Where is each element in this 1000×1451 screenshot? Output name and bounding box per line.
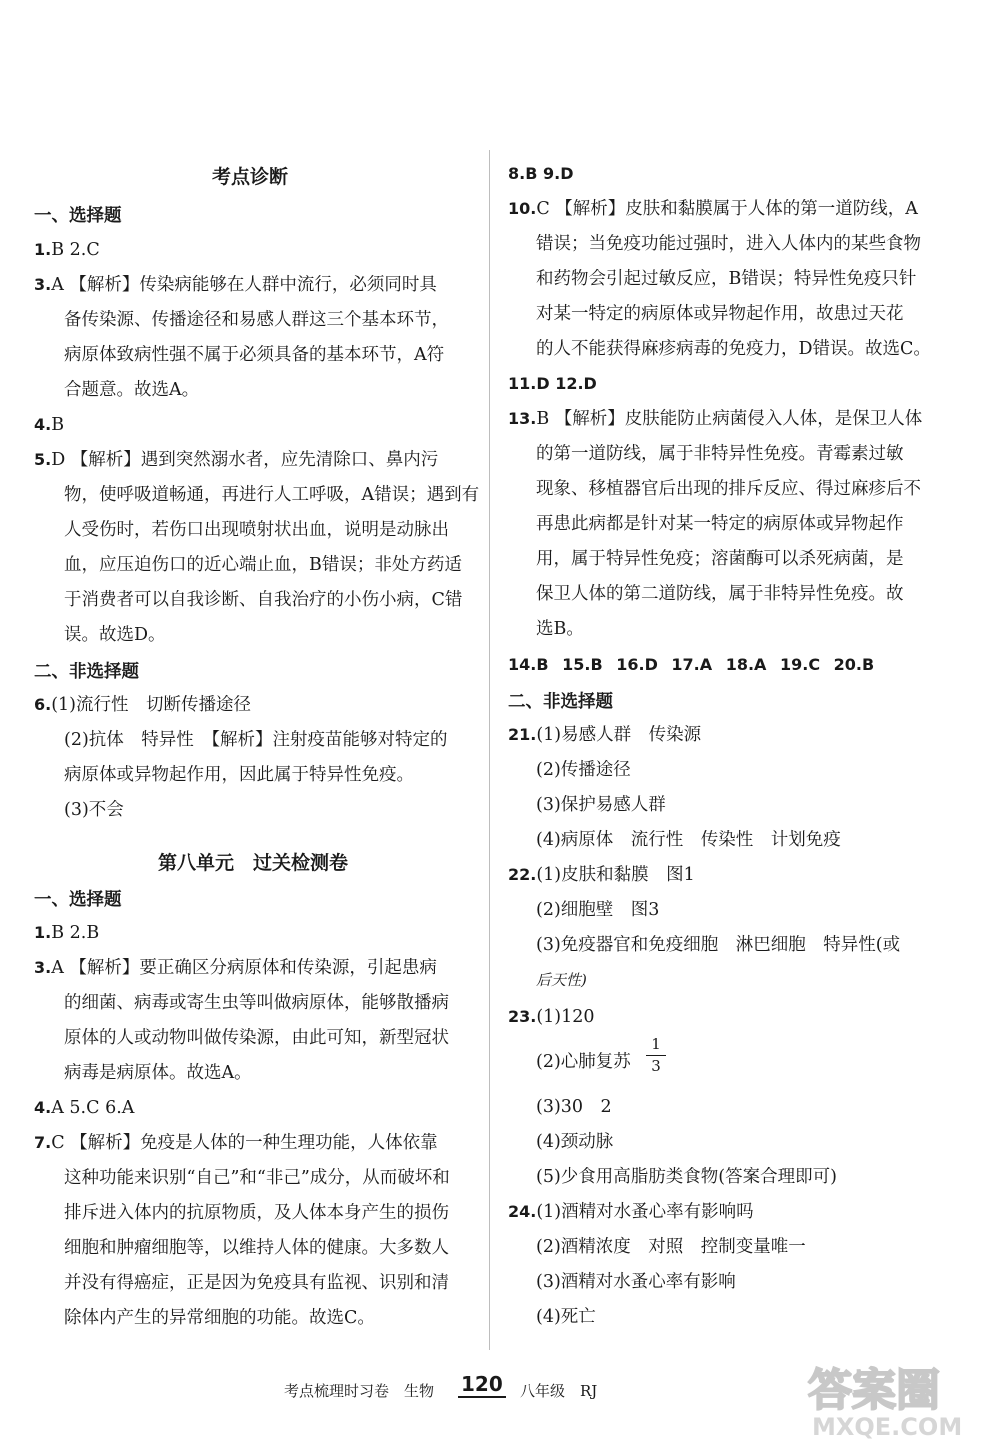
answer-5-line6: 误。故选D。	[64, 625, 166, 645]
answer-23-3: (3)30 2	[536, 1097, 612, 1117]
answer-13-line7: 选B。	[536, 619, 584, 639]
page-number: 120	[458, 1372, 506, 1398]
answer-21: 21.(1)易感人群 传染源	[508, 725, 702, 745]
column-divider	[489, 150, 490, 1350]
answer-5-line4: 血，应压迫伤口的近心端止血，B错误；非处方药适	[64, 555, 462, 575]
answer-13-line5: 用，属于特异性免疫；溶菌酶可以杀死病菌，是	[536, 549, 904, 569]
answer-13-line6: 保卫人体的第二道防线，属于非特异性免疫。故	[536, 584, 904, 604]
answer-22-2: (2)细胞壁 图3	[536, 900, 660, 920]
answer-5: 5.D 【解析】遇到突然溺水者，应先清除口、鼻内污	[34, 450, 439, 470]
answer-21-3: (3)保护易感人群	[536, 795, 666, 815]
answer-11-12: 11.D 12.D	[508, 374, 597, 393]
answer-1: 1.B 2.C	[34, 240, 100, 260]
answer-3-line2: 备传染源、传播途径和易感人群这三个基本环节，	[64, 310, 449, 330]
answer-23: 23.(1)120	[508, 1007, 595, 1027]
answer-24: 24.(1)酒精对水蚤心率有影响吗	[508, 1202, 754, 1222]
answer-14-20: 14.B 15.B 16.D 17.A 18.A 19.C 20.B	[508, 655, 875, 674]
answer-6-line4: (3)不会	[64, 800, 124, 820]
watermark-text-cn: 答案圈	[808, 1365, 940, 1416]
answer-u8-7: 7.C 【解析】免疫是人体的一种生理功能，人体依靠	[34, 1133, 438, 1153]
heading-choice: 一、选择题	[34, 206, 122, 226]
answer-4: 4.B	[34, 415, 65, 435]
answer-23-4: (4)颈动脉	[536, 1132, 614, 1152]
heading-choice-2: 一、选择题	[34, 890, 122, 910]
answer-23-2: (2)心肺复苏	[536, 1052, 631, 1072]
answer-5-line5: 于消费者可以自我诊断、自我治疗的小伤小病，C错	[64, 590, 463, 610]
answer-24-2: (2)酒精浓度 对照 控制变量唯一	[536, 1237, 806, 1257]
answer-10-line4: 对某一特定的病原体或异物起作用，故患过天花	[536, 304, 904, 324]
answer-5-line2: 物，使呼吸道畅通，再进行人工呼吸，A错误；遇到有	[64, 485, 480, 505]
watermark-logo	[798, 1355, 988, 1443]
answer-u8-3-line4: 病毒是病原体。故选A。	[64, 1063, 252, 1083]
answer-10-line3: 和药物会引起过敏反应，B错误；特异性免疫只针	[536, 269, 917, 289]
answer-6-line3: 病原体或异物起作用，因此属于特异性免疫。	[64, 765, 414, 785]
heading-nonchoice: 二、非选择题	[34, 662, 139, 682]
fraction-bar	[646, 1055, 666, 1056]
answer-22-3: (3)免疫器官和免疫细胞 淋巴细胞 特异性(或	[536, 935, 901, 955]
answer-5-line3: 人受伤时，若伤口出现喷射状出血，说明是动脉出	[64, 520, 449, 540]
heading-nonchoice-right: 二、非选择题	[508, 692, 613, 712]
section-title-kaodian: 考点诊断	[212, 166, 289, 188]
answer-22: 22.(1)皮肤和黏膜 图1	[508, 865, 695, 885]
watermark-text-domain: MXQE.COM	[812, 1413, 963, 1441]
answer-u8-1: 1.B 2.B	[34, 923, 100, 943]
answer-u8-7-line3: 排斥进入体内的抗原物质，及人体本身产生的损伤	[64, 1203, 449, 1223]
fraction-one-third	[646, 1036, 666, 1075]
answer-u8-3-line2: 的细菌、病毒或寄生虫等叫做病原体，能够散播病	[64, 993, 449, 1013]
answer-u8-7-line6: 除体内产生的异常细胞的功能。故选C。	[64, 1308, 375, 1328]
answer-13-line4: 再患此病都是针对某一特定的病原体或异物起作	[536, 514, 904, 534]
answer-6: 6.(1)流行性 切断传播途径	[34, 695, 252, 715]
answer-24-4: (4)死亡	[536, 1307, 596, 1327]
answer-13: 13.B 【解析】皮肤能防止病菌侵入人体，是保卫人体	[508, 409, 923, 429]
footer-book-title: 考点梳理时习卷 生物	[284, 1382, 435, 1400]
section-title-unit8: 第八单元 过关检测卷	[158, 852, 349, 874]
answer-3-line4: 合题意。故选A。	[64, 380, 200, 400]
answer-13-line3: 现象、移植器官后出现的排斥反应、得过麻疹后不	[536, 479, 921, 499]
answer-u8-7-line5: 并没有得癌症，正是因为免疫具有监视、识别和清	[64, 1273, 449, 1293]
answer-u8-3-line3: 原体的人或动物叫做传染源，由此可知，新型冠状	[64, 1028, 449, 1048]
answer-u8-7-line4: 细胞和肿瘤细胞等，以维持人体的健康。大多数人	[64, 1238, 449, 1258]
answer-22-3-cont: 后天性)	[536, 971, 587, 989]
answer-23-5: (5)少食用高脂肪类食物(答案合理即可)	[536, 1167, 837, 1187]
answer-6-line2: (2)抗体 特异性 【解析】注射疫苗能够对特定的	[64, 730, 448, 750]
answer-3-line3: 病原体致病性强不属于必须具备的基本环节，A符	[64, 345, 445, 365]
fraction-numerator: 1	[651, 1035, 661, 1053]
answer-13-line2: 的第一道防线，属于非特异性免疫。青霉素过敏	[536, 444, 904, 464]
answer-21-4: (4)病原体 流行性 传染性 计划免疫	[536, 830, 841, 850]
answer-8-9: 8.B 9.D	[508, 164, 574, 183]
answer-3: 3.A 【解析】传染病能够在人群中流行，必须同时具	[34, 275, 437, 295]
answer-10-line5: 的人不能获得麻疹病毒的免疫力，D错误。故选C。	[536, 339, 931, 359]
answer-10-line2: 错误；当免疫功能过强时，进入人体内的某些食物	[536, 234, 921, 254]
answer-u8-3: 3.A 【解析】要正确区分病原体和传染源，引起患病	[34, 958, 437, 978]
answer-24-3: (3)酒精对水蚤心率有影响	[536, 1272, 736, 1292]
fraction-denominator: 3	[651, 1057, 661, 1075]
answer-u8-4: 4.A 5.C 6.A	[34, 1098, 135, 1118]
answer-21-2: (2)传播途径	[536, 760, 631, 780]
answer-u8-7-line2: 这种功能来识别“自己”和“非己”成分，从而破坏和	[64, 1168, 450, 1188]
answer-10: 10.C 【解析】皮肤和黏膜属于人体的第一道防线，A	[508, 199, 918, 219]
footer-grade: 八年级 RJ	[520, 1382, 598, 1400]
